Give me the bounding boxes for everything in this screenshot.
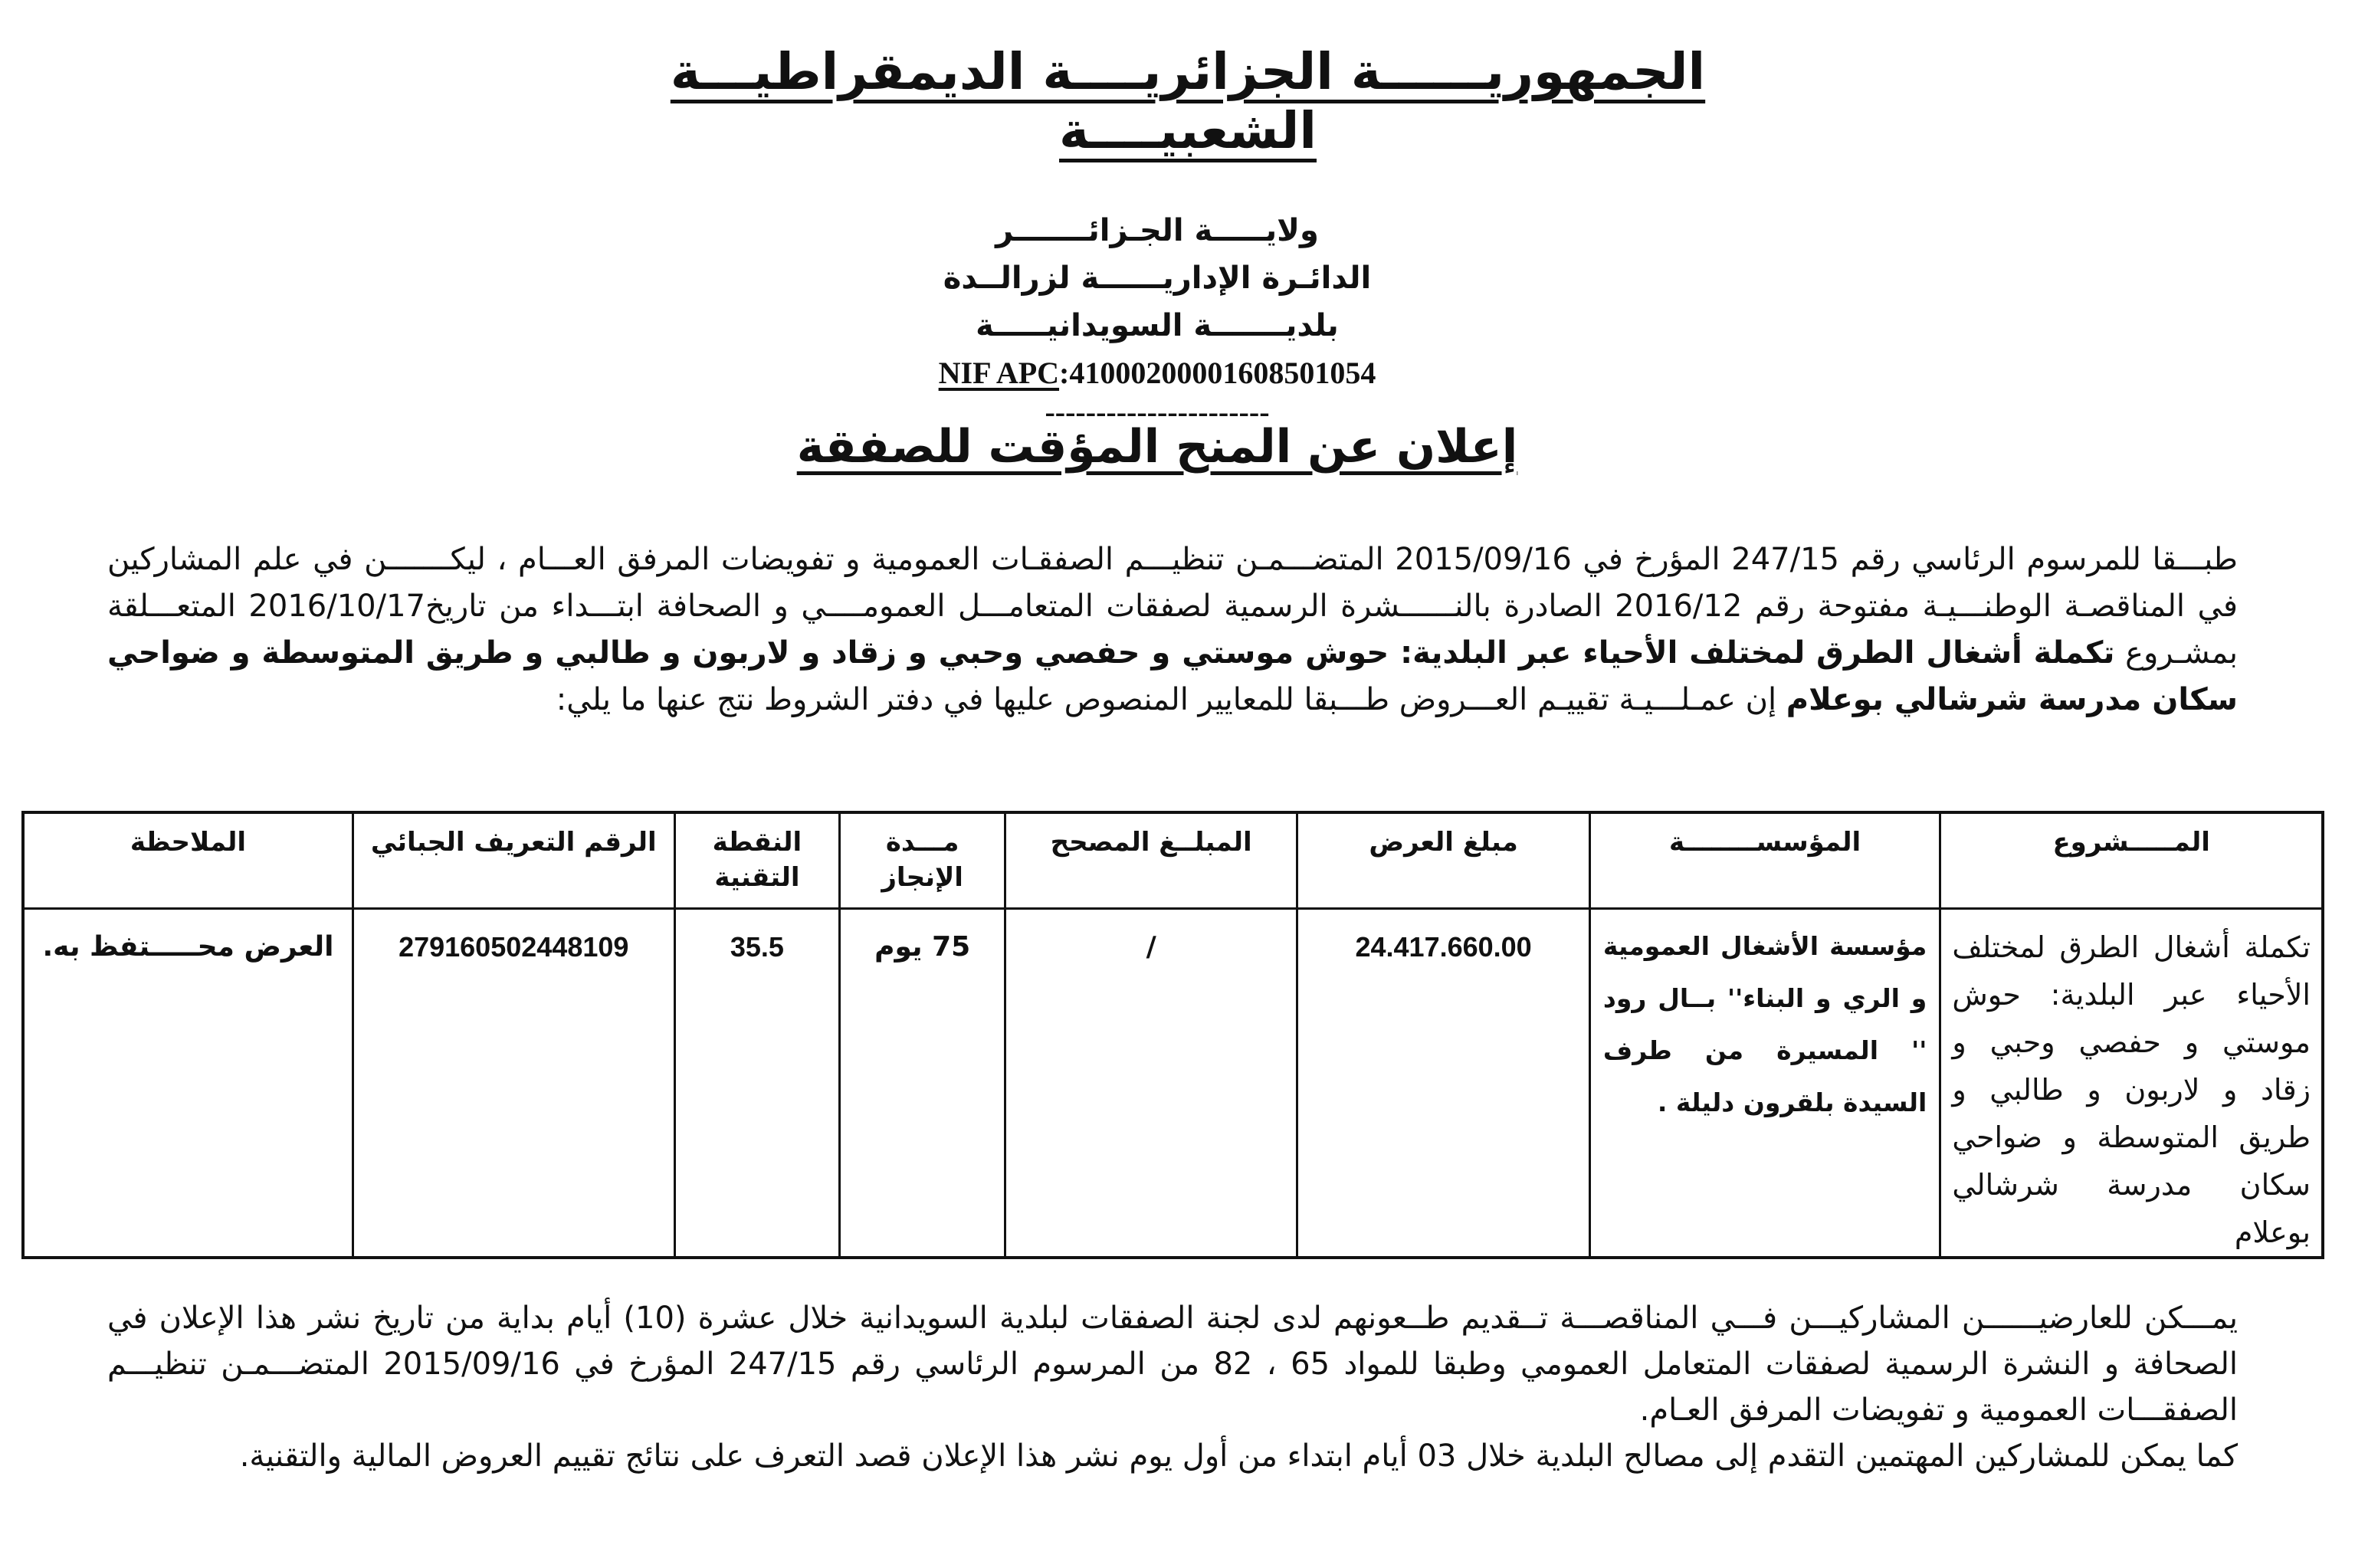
administration-block [881,207,1433,428]
consultation-paragraph: كما يمكن للمشاركين المهتمين التقدم إلى مصالح البلدية خلال 03 أيام ابتداء من أول يوم نشر هذا الإعلان قصد التعرف على نتائج تقييم العروض المالية والتقنية. [239,1438,2238,1474]
cell-project: تكملة أشغال الطرق لمختلف الأحياء عبر البلدية: حوش موستي و حفصي وحبي و زقاد و لاربون و طالبي و طريق المتوسطة و ضواحي سكان مدرسة شرشالي بوعلام [1940,908,2323,1258]
table-header-row [23,812,2323,908]
cell-tax-id: 279160502448109 [353,908,674,1258]
header-company: المؤسســــــــة [1589,812,1940,908]
appeal-paragraph: يمـــكن للعارضيــــــن المشاركيـــن فـــي المناقصـــة تــقديم طــعونهم لدى لجنة الصفقات لبلدية السويدانية خلال عشرة (10) أيام بداية من تاريخ نشر هذا الإعلان في الصحافة و النشرة الرسمية لصفقات المتعامل العمومي وطبقا للمواد 65 ، 82 من المرسوم الرئاسي رقم 247/15 المؤرخ في 2015/09/16 المتضـــمـن تنظيـــم الصفقـــات العمومية و تفويضات المرفق العـام. [107,1301,2239,1428]
daira-line: الدائـرة الإداريــــــة لزرالــدة [943,261,1372,296]
wilaya-line: ولايـــــة الجـزائـــــــر [995,213,1319,248]
cell-duration: 75 يوم [840,908,1005,1258]
cell-corrected-amount: / [1005,908,1297,1258]
separator-line: ---------------------- [1045,395,1270,429]
intro-text-3: إن عمـلـــيـة تقييـم العـــروض طـــبقا للمعايير المنصوص عليها في دفتر الشروط نتج عنها ما يلي: [556,682,1786,717]
cell-technical-score: 35.5 [674,908,840,1258]
cell-remark: العرض محـــــتفظ به. [23,908,353,1258]
nif-value: :41000200001608501054 [1059,356,1376,390]
header-duration: مـــدة الإنجاز [840,812,1005,908]
intro-paragraph [107,536,2238,723]
cell-offer-amount: 24.417.660.00 [1297,908,1590,1258]
announcement-title: إعلان عن المنح المؤقت للصفقة [796,420,1518,474]
header-offer-amount: مبلغ العرض [1297,812,1590,908]
table-row [23,908,2323,1258]
header-project: المـــــشروع [1940,812,2323,908]
header-corrected-amount: المبلــغ المصحح [1005,812,1297,908]
header-remark: الملاحظة [23,812,353,908]
cell-company: مؤسسة الأشغال العمومية و الري و البناء'' بــال رود '' المسيرة من طرف السيدة بلقرون دليلة . [1589,908,1940,1258]
commune-line: بلديـــــــة السويدانيـــــة [976,308,1339,343]
header-tax-id: الرقم التعريف الجبائي [353,812,674,908]
results-table [21,811,2324,1259]
nif-line [881,349,1433,397]
intro-text-1: طبـــقا للمرسوم الرئاسي رقم 247/15 المؤرخ في 2015/09/16 المتضـــمـن تنظيـــم الصفقـات العمومية و تفويضات المرفق العـــام ، ليكـــــــن في علم المشاركين في المناقصـة الوطنـــيـة مفتوحة رقم 2016/12 الصادرة بالنــــــشرة الرسمية لصفقات المتعامـــل العمومــــي و الصحافة ابتـــداء من تاريخ2016/10/17 المتعـــلقة بمشـروع [107,542,2239,671]
header-technical-score: النقطة التقنية [674,812,840,908]
republic-heading: الجمهوريــــــة الجزائريــــة الديمقراطيـــة الشعبيــــة [670,42,1706,160]
nif-label: NIF APC [938,356,1060,390]
intro-project-bold: تكملة أشغال الطرق لمختلف الأحياء عبر البلدية: حوش موستي و حفصي وحبي و زقاد و لاربون و طالبي و طريق المتوسطة و ضواحي سكان مدرسة شرشالي بوعلام [107,635,2238,717]
closing-section [107,1295,2238,1479]
